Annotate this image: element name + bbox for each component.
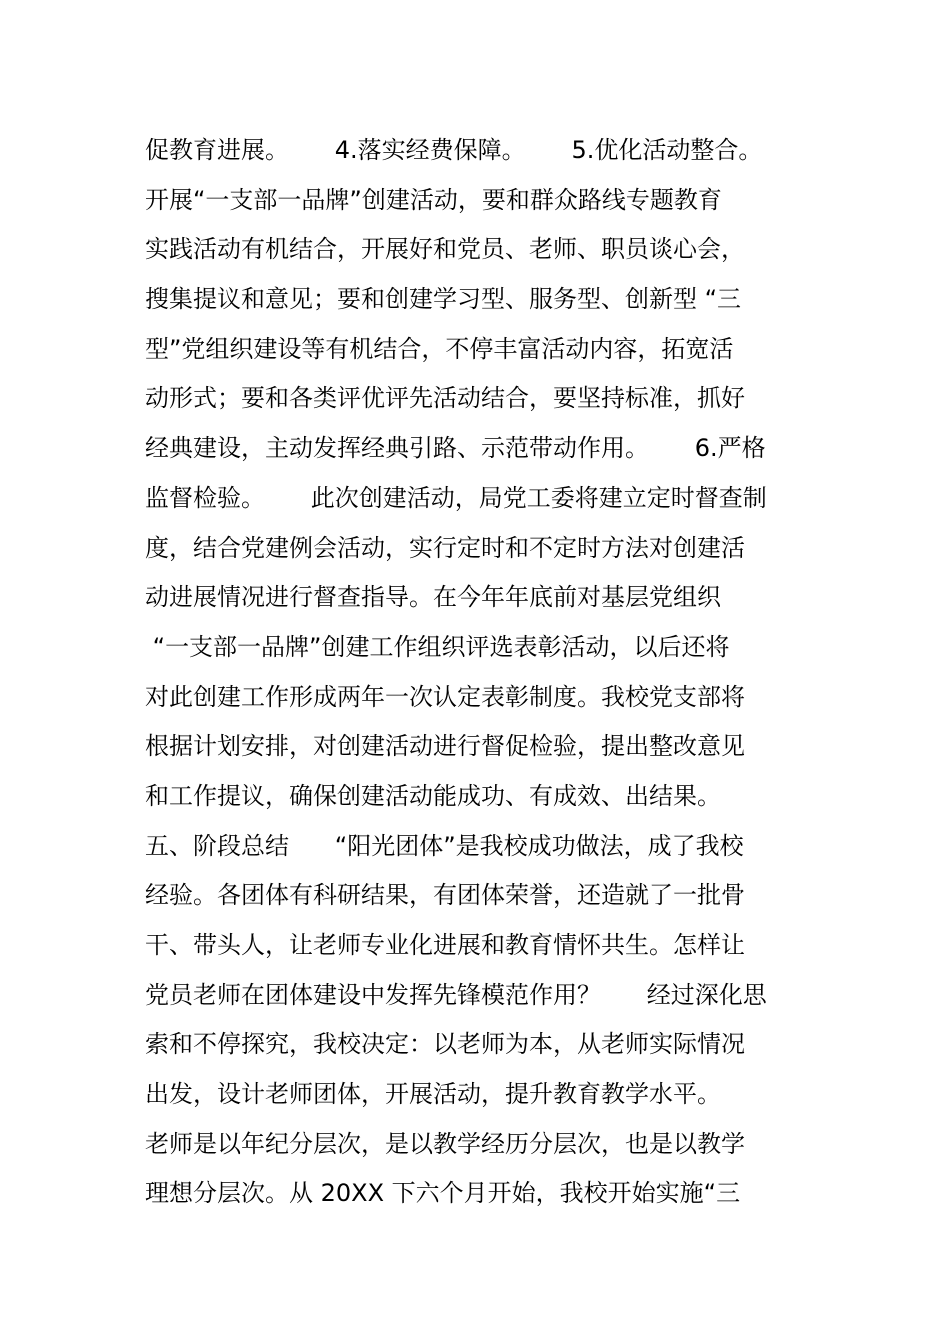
- text-line: 对此创建工作形成两年一次认定表彰制度。我校党支部将: [145, 682, 745, 711]
- text-line: 索和不停探究，我校决定：以老师为本，从老师实际情况: [145, 1030, 745, 1059]
- text-line: 出发，设计老师团体，开展活动，提升教育教学水平。: [145, 1080, 721, 1109]
- text-line: 理想分层次。从 20XX 下六个月开始，我校开始实施“三: [145, 1179, 741, 1208]
- text-line: 老师是以年纪分层次，是以教学经历分层次，也是以教学: [145, 1129, 745, 1158]
- text-line: 根据计划安排，对创建活动进行督促检验，提出整改意见: [145, 732, 745, 761]
- text-line: 党员老师在团体建设中发挥先锋模范作用？ 经过深化思: [145, 980, 767, 1009]
- text-line: 促教育进展。 4.落实经费保障。 5.优化活动整合。: [145, 136, 763, 164]
- text-line: 动形式；要和各类评优评先活动结合，要坚持标准，抓好: [145, 384, 745, 413]
- text-line: 和工作提议，确保创建活动能成功、有成效、出结果。: [145, 781, 721, 810]
- body-text: [145, 126, 815, 1219]
- text-line: 五、阶段总结 “阳光团体”是我校成功做法，成了我校: [145, 831, 744, 860]
- text-line: 动进展情况进行督查指导。在今年年底前对基层党组织: [145, 583, 721, 612]
- text-line: “一支部一品牌”创建工作组织评选表彰活动，以后还将: [145, 632, 730, 661]
- text-line: 搜集提议和意见；要和创建学习型、服务型、创新型 “三: [145, 285, 742, 314]
- text-line: 度，结合党建例会活动，实行定时和不定时方法对创建活: [145, 533, 745, 562]
- text-line: 开展“一支部一品牌”创建活动，要和群众路线专题教育: [145, 185, 722, 214]
- text-line: 型”党组织建设等有机结合，不停丰富活动内容，拓宽活: [145, 334, 734, 363]
- text-line: 监督检验。 此次创建活动，局党工委将建立定时督查制: [145, 483, 767, 512]
- text-line: 实践活动有机结合，开展好和党员、老师、职员谈心会，: [145, 235, 745, 264]
- text-line: 干、带头人，让老师专业化进展和教育情怀共生。怎样让: [145, 931, 745, 959]
- text-line: 经验。各团体有科研结果，有团体荣誉，还造就了一批骨: [145, 881, 745, 910]
- text-line: 经典建设，主动发挥经典引路、示范带动作用。 6.严格: [145, 434, 766, 463]
